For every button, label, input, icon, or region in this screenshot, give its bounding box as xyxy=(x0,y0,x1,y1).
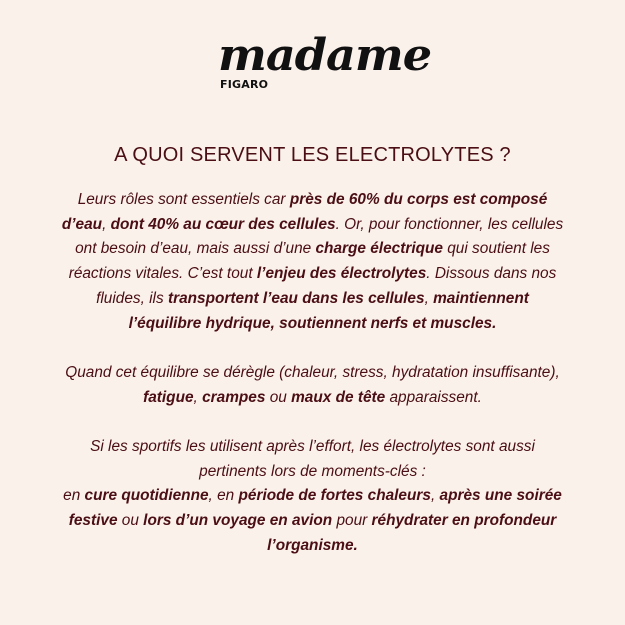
bold-text: charge électrique xyxy=(315,240,443,258)
logo-sub: FIGARO xyxy=(220,78,269,91)
text-line xyxy=(10,484,615,509)
text: pour xyxy=(332,512,372,530)
text-line xyxy=(10,435,615,460)
bold-text: fatigue xyxy=(143,388,194,406)
paragraph xyxy=(10,435,615,559)
text: , xyxy=(430,487,440,505)
text-line xyxy=(10,460,615,485)
text: réactions vitales. C’est tout xyxy=(68,265,257,283)
bold-text: après une soirée xyxy=(439,487,562,505)
paragraph-spacer xyxy=(10,336,615,361)
bold-text: maintiennent xyxy=(433,289,529,307)
text: apparaissent. xyxy=(385,388,482,406)
text: qui soutient les xyxy=(442,240,550,258)
text-line xyxy=(10,509,615,534)
text: . Dissous dans nos xyxy=(426,265,557,283)
text: pertinents lors de moments-clés : xyxy=(199,462,426,480)
text: Quand cet équilibre se dérègle (chaleur, stress, hydratation insuffisante), xyxy=(65,363,560,381)
bold-text: réhydrater en profondeur xyxy=(371,512,557,530)
bold-text: festive xyxy=(68,512,118,530)
madame-figaro-logo xyxy=(218,30,432,94)
bold-text: près de 60% du corps est composé xyxy=(289,191,548,208)
text-line xyxy=(10,188,615,213)
text-line xyxy=(10,534,615,559)
bold-text: l’organisme. xyxy=(267,536,358,554)
bold-text: l’enjeu des électrolytes xyxy=(256,265,427,283)
bold-text: lors d’un voyage en avion xyxy=(143,512,333,530)
text-line xyxy=(10,287,615,312)
text-line xyxy=(10,361,615,386)
text: ou xyxy=(117,512,144,530)
text: , en xyxy=(208,487,239,505)
text-line xyxy=(10,386,615,411)
bold-text: cure quotidienne xyxy=(84,487,209,505)
page-title: A QUOI SERVENT LES ELECTROLYTES ? xyxy=(114,144,511,166)
bold-text: transportent l’eau dans les cellules xyxy=(167,289,425,307)
bold-text: dont 40% au cœur des cellules xyxy=(110,215,336,233)
text: , xyxy=(424,289,434,307)
paragraph xyxy=(10,361,615,410)
text: en xyxy=(63,487,85,505)
article-body xyxy=(10,188,615,559)
bold-text: maux de tête xyxy=(291,388,386,406)
text-line xyxy=(10,237,615,262)
text: . Or, pour fonctionner, les cellules xyxy=(335,215,564,233)
text: , xyxy=(193,388,203,406)
text: , xyxy=(102,215,111,233)
text: Leurs rôles sont essentiels car xyxy=(77,191,290,208)
bold-text: d’eau xyxy=(61,215,103,233)
bold-text: crampes xyxy=(202,388,266,406)
text: ou xyxy=(265,388,292,406)
text-line xyxy=(10,312,615,337)
text: Si les sportifs les utilisent après l’effort, les électrolytes sont aussi xyxy=(90,438,535,455)
bold-text: période de fortes chaleurs xyxy=(238,487,431,505)
text-line xyxy=(10,262,615,287)
paragraph xyxy=(10,188,615,336)
bold-text: l’équilibre hydrique, soutiennent nerfs et muscles. xyxy=(128,314,497,332)
logo-script: madame xyxy=(218,30,432,81)
text: ont besoin d’eau, mais aussi d’une xyxy=(75,240,316,258)
text-line xyxy=(10,213,615,238)
text: fluides, ils xyxy=(96,289,168,307)
paragraph-spacer xyxy=(10,410,615,435)
